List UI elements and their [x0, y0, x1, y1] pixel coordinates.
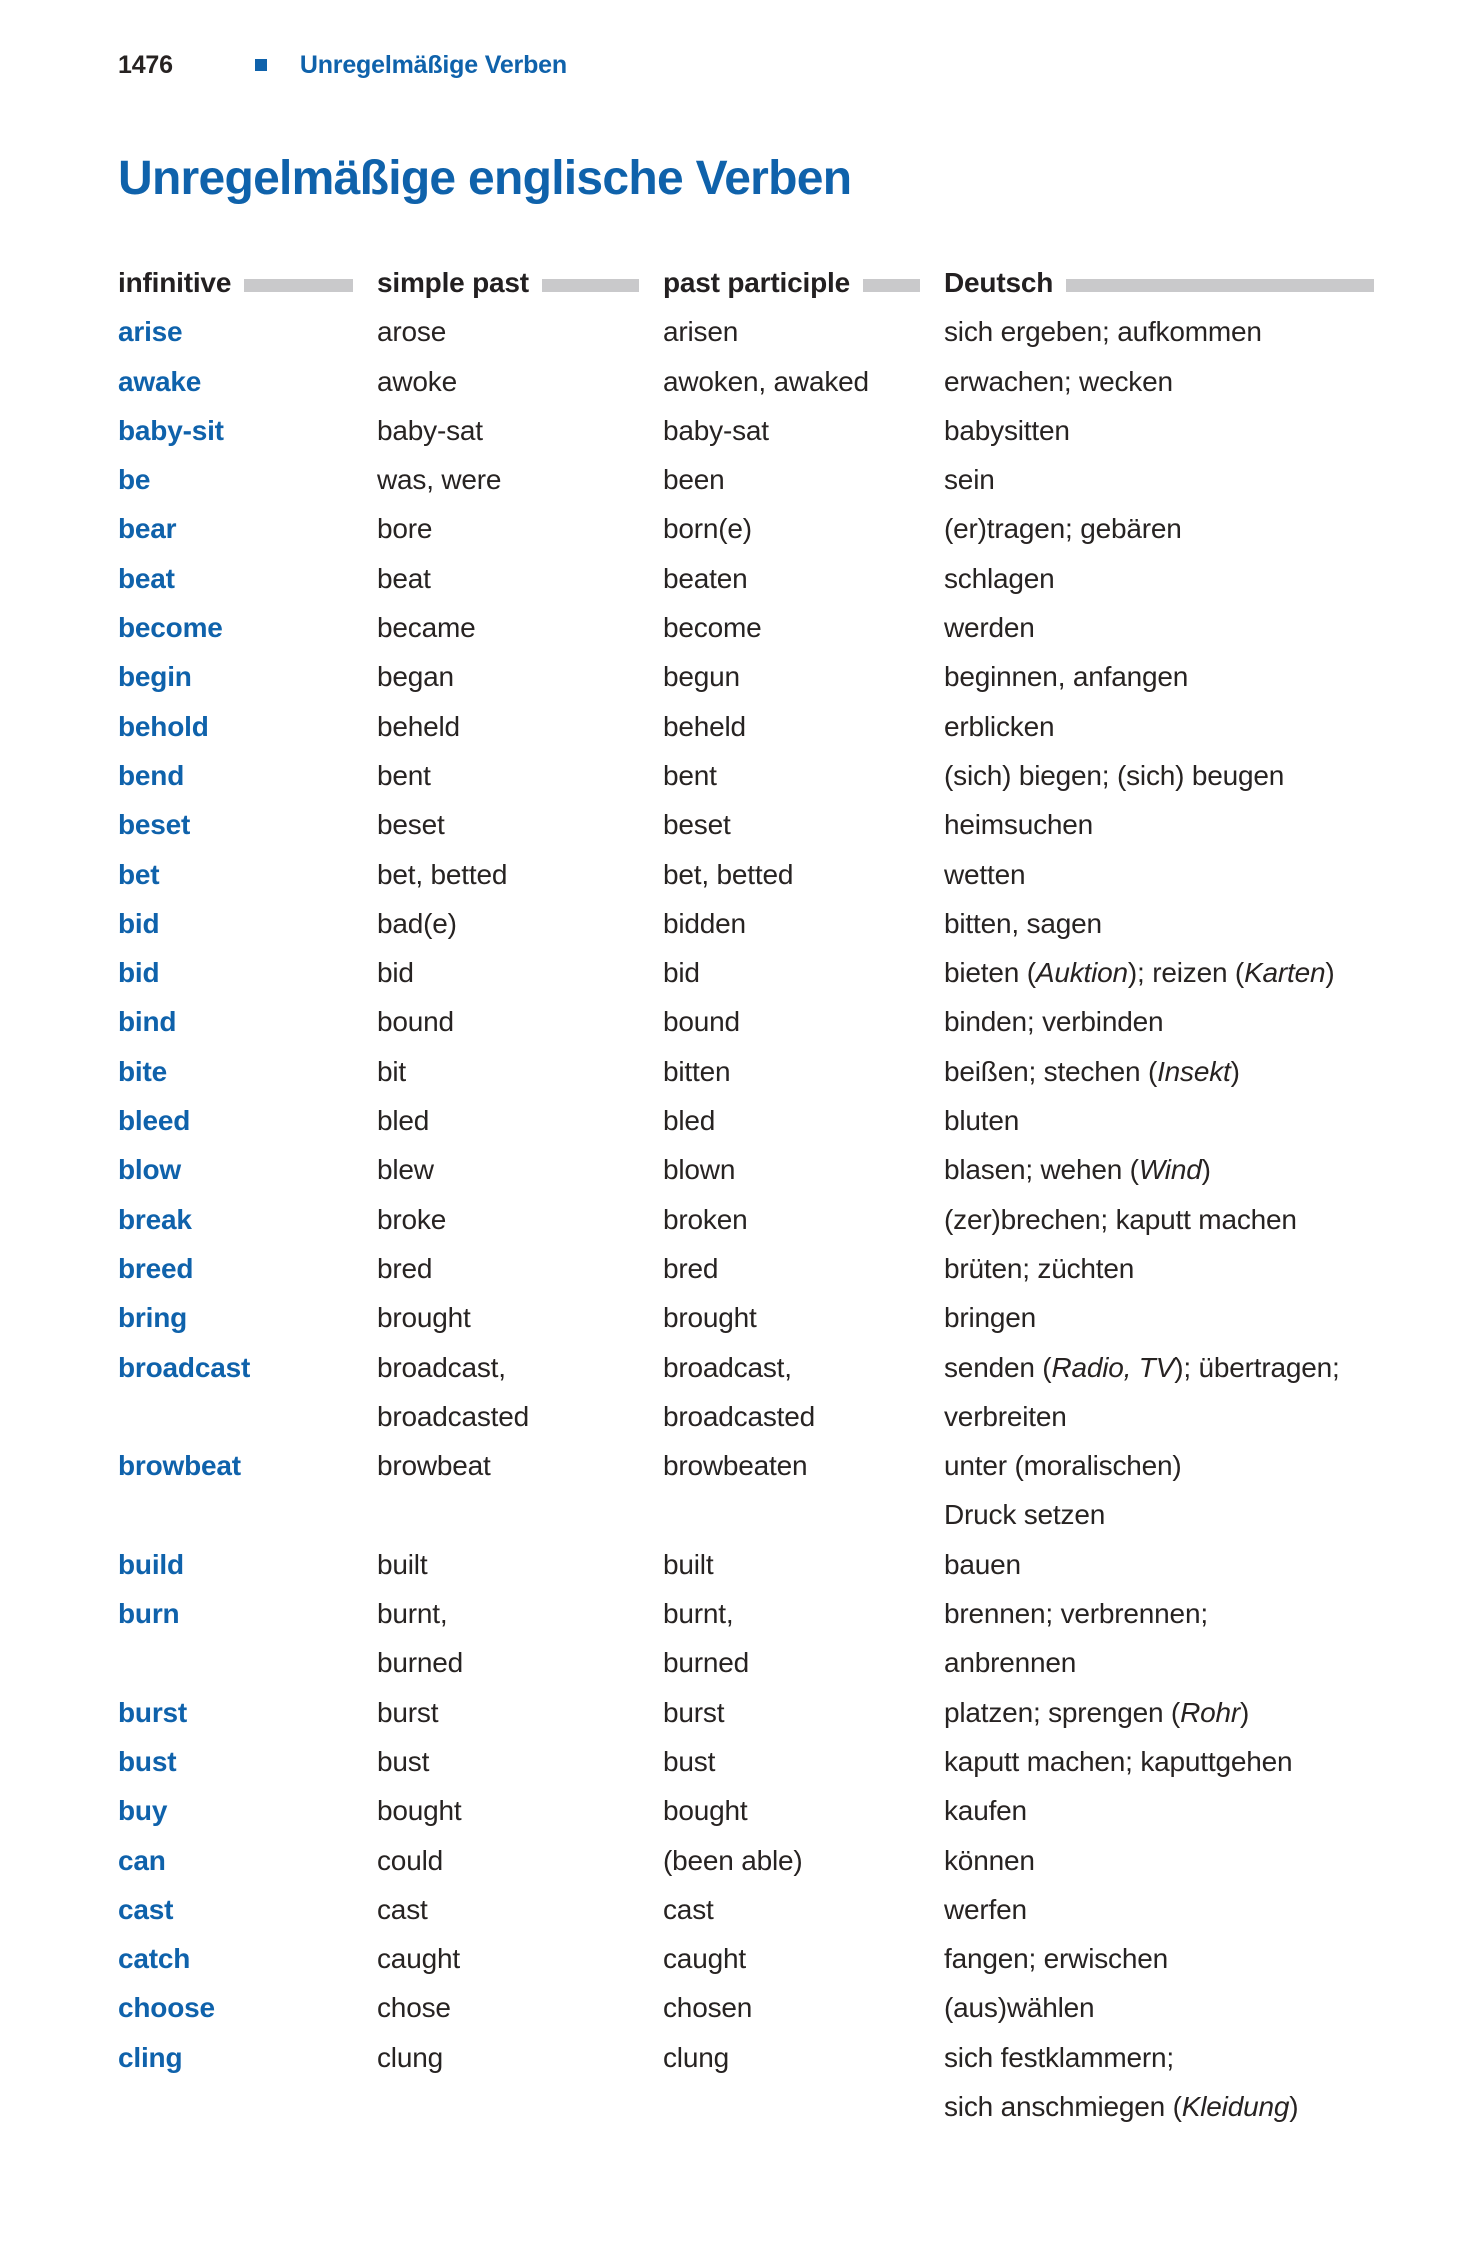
cell-simple-past: was, were [377, 464, 502, 496]
cell-deutsch: (er)tragen; gebären [944, 513, 1182, 545]
table-row [118, 1786, 1374, 1835]
cell-infinitive: bet [118, 858, 160, 890]
cell-deutsch: senden (Radio, TV); übertragen; verbreiten [944, 1351, 1340, 1432]
table-row [118, 1441, 1374, 1540]
table-row [118, 1540, 1374, 1589]
table-row [118, 1293, 1374, 1342]
cell-simple-past: baby-sat [377, 414, 483, 446]
cell-infinitive: behold [118, 710, 209, 742]
cell-infinitive: bite [118, 1055, 168, 1087]
cell-deutsch: schlagen [944, 562, 1055, 594]
cell-simple-past: burst [377, 1696, 439, 1728]
cell-deutsch: beißen; stechen (Insekt) [944, 1055, 1240, 1087]
cell-infinitive: bid [118, 957, 160, 989]
cell-past-participle: browbeaten [663, 1450, 808, 1482]
cell-simple-past: bred [377, 1252, 433, 1284]
table-row [118, 1589, 1374, 1688]
cell-simple-past: caught [377, 1943, 460, 1975]
table-row [118, 652, 1374, 701]
cell-deutsch: (aus)wählen [944, 1992, 1095, 2024]
cell-deutsch: (sich) biegen; (sich) beugen [944, 759, 1285, 791]
table-row [118, 455, 1374, 504]
cell-simple-past: bust [377, 1745, 430, 1777]
cell-infinitive: baby-sit [118, 414, 224, 446]
header-rule-bar [244, 279, 353, 292]
table-row [118, 2033, 1374, 2132]
cell-deutsch: heimsuchen [944, 809, 1094, 841]
cell-deutsch: sich ergeben; aufkommen [944, 316, 1262, 348]
cell-simple-past: brought [377, 1302, 471, 1334]
cell-past-participle: baby-sat [663, 414, 769, 446]
cell-infinitive: buy [118, 1795, 168, 1827]
cell-deutsch: bauen [944, 1548, 1021, 1580]
cell-past-participle: burnt, burned [663, 1598, 750, 1679]
verb-table-body [118, 307, 1374, 2131]
cell-infinitive: bid [118, 907, 160, 939]
cell-simple-past: bled [377, 1105, 430, 1137]
table-row [118, 702, 1374, 751]
table-row [118, 406, 1374, 455]
column-header-label: simple past [377, 267, 529, 298]
cell-deutsch: fangen; erwischen [944, 1943, 1168, 1975]
column-header-past-participle [663, 258, 944, 307]
cell-past-participle: beset [663, 809, 731, 841]
cell-infinitive: bind [118, 1006, 177, 1038]
cell-deutsch: beginnen, anfangen [944, 661, 1189, 693]
cell-deutsch: erblicken [944, 710, 1055, 742]
cell-simple-past: clung [377, 2041, 443, 2073]
table-row [118, 1836, 1374, 1885]
cell-past-participle: been [663, 464, 725, 496]
cell-simple-past: bound [377, 1006, 454, 1038]
cell-deutsch: bieten (Auktion); reizen (Karten) [944, 957, 1335, 989]
table-row [118, 504, 1374, 553]
cell-past-participle: clung [663, 2041, 729, 2073]
cell-past-participle: chosen [663, 1992, 753, 2024]
column-header-simple-past [377, 258, 663, 307]
table-row [118, 850, 1374, 899]
header-rule-bar [863, 279, 920, 292]
cell-simple-past: bent [377, 759, 431, 791]
cell-infinitive: choose [118, 1992, 215, 2024]
cell-infinitive: catch [118, 1943, 191, 1975]
cell-simple-past: bore [377, 513, 433, 545]
cell-simple-past: blew [377, 1154, 434, 1186]
cell-past-participle: cast [663, 1893, 714, 1925]
table-row [118, 1096, 1374, 1145]
cell-past-participle: burst [663, 1696, 725, 1728]
cell-infinitive: cast [118, 1893, 174, 1925]
table-row [118, 603, 1374, 652]
cell-past-participle: built [663, 1548, 714, 1580]
cell-simple-past: could [377, 1844, 443, 1876]
column-header-label: infinitive [118, 267, 232, 298]
cell-deutsch: erwachen; wecken [944, 365, 1173, 397]
cell-simple-past: became [377, 612, 476, 644]
cell-deutsch: blasen; wehen (Wind) [944, 1154, 1211, 1186]
cell-infinitive: breed [118, 1252, 194, 1284]
cell-deutsch: brüten; züchten [944, 1252, 1135, 1284]
cell-infinitive: burst [118, 1696, 188, 1728]
cell-infinitive: build [118, 1548, 184, 1580]
cell-simple-past: broke [377, 1203, 447, 1235]
cell-simple-past: built [377, 1548, 428, 1580]
cell-infinitive: beat [118, 562, 175, 594]
table-row [118, 1047, 1374, 1096]
cell-infinitive: awake [118, 365, 202, 397]
table-row [118, 1934, 1374, 1983]
cell-past-participle: blown [663, 1154, 736, 1186]
cell-past-participle: awoken, awaked [663, 365, 869, 397]
table-row [118, 800, 1374, 849]
cell-past-participle: brought [663, 1302, 757, 1334]
cell-infinitive: browbeat [118, 1450, 241, 1482]
cell-simple-past: chose [377, 1992, 451, 2024]
cell-deutsch: binden; verbinden [944, 1006, 1164, 1038]
cell-simple-past: began [377, 661, 454, 693]
table-row [118, 751, 1374, 800]
column-header-label: Deutsch [944, 267, 1054, 298]
cell-deutsch: brennen; verbrennen; anbrennen [944, 1598, 1208, 1679]
cell-deutsch: kaufen [944, 1795, 1027, 1827]
cell-simple-past: awoke [377, 365, 457, 397]
cell-deutsch: sich festklammern; sich anschmiegen (Kleidung) [944, 2041, 1299, 2122]
cell-past-participle: born(e) [663, 513, 752, 545]
cell-infinitive: cling [118, 2041, 183, 2073]
cell-deutsch: bringen [944, 1302, 1037, 1334]
cell-infinitive: can [118, 1844, 166, 1876]
cell-deutsch: platzen; sprengen (Rohr) [944, 1696, 1250, 1728]
cell-infinitive: beset [118, 809, 191, 841]
cell-simple-past: burnt, burned [377, 1598, 464, 1679]
table-row [118, 1195, 1374, 1244]
table-row [118, 1983, 1374, 2032]
cell-deutsch: werden [944, 612, 1035, 644]
cell-past-participle: bent [663, 759, 717, 791]
cell-infinitive: become [118, 612, 223, 644]
cell-past-participle: bought [663, 1795, 748, 1827]
cell-past-participle: become [663, 612, 762, 644]
table-row [118, 1145, 1374, 1194]
cell-past-participle: bound [663, 1006, 740, 1038]
table-row [118, 1244, 1374, 1293]
verb-table [118, 258, 1374, 2131]
section-bullet-icon [255, 59, 267, 71]
cell-infinitive: blow [118, 1154, 181, 1186]
table-row [118, 997, 1374, 1046]
cell-infinitive: bring [118, 1302, 188, 1334]
table-row [118, 1688, 1374, 1737]
cell-simple-past: beheld [377, 710, 460, 742]
cell-deutsch: werfen [944, 1893, 1027, 1925]
table-row [118, 948, 1374, 997]
cell-past-participle: bitten [663, 1055, 731, 1087]
cell-infinitive: begin [118, 661, 192, 693]
cell-past-participle: bet, betted [663, 858, 794, 890]
cell-infinitive: be [118, 464, 151, 496]
page-running-head [118, 50, 1374, 80]
cell-deutsch: (zer)brechen; kaputt machen [944, 1203, 1297, 1235]
cell-past-participle: arisen [663, 316, 739, 348]
table-row [118, 1885, 1374, 1934]
table-row [118, 307, 1374, 356]
cell-simple-past: beat [377, 562, 431, 594]
cell-past-participle: bust [663, 1745, 716, 1777]
cell-deutsch: bluten [944, 1105, 1020, 1137]
cell-deutsch: können [944, 1844, 1035, 1876]
cell-deutsch: bitten, sagen [944, 907, 1102, 939]
cell-deutsch: unter (moralischen) Druck setzen [944, 1450, 1182, 1531]
cell-simple-past: bought [377, 1795, 462, 1827]
table-row [118, 1737, 1374, 1786]
cell-infinitive: burn [118, 1598, 180, 1630]
cell-past-participle: begun [663, 661, 740, 693]
header-rule-bar [542, 279, 639, 292]
cell-past-participle: beaten [663, 562, 748, 594]
cell-simple-past: browbeat [377, 1450, 491, 1482]
column-header-deutsch [944, 258, 1374, 307]
cell-infinitive: arise [118, 316, 183, 348]
page-number: 1476 [118, 51, 173, 79]
cell-infinitive: broadcast [118, 1351, 251, 1383]
cell-past-participle: broadcast, broadcasted [663, 1351, 815, 1432]
cell-simple-past: beset [377, 809, 445, 841]
cell-deutsch: wetten [944, 858, 1026, 890]
cell-deutsch: kaputt machen; kaputtgehen [944, 1745, 1293, 1777]
cell-deutsch: babysitten [944, 414, 1070, 446]
column-header-infinitive [118, 258, 377, 307]
cell-infinitive: bend [118, 759, 185, 791]
table-row [118, 554, 1374, 603]
cell-simple-past: bid [377, 957, 414, 989]
cell-past-participle: caught [663, 1943, 746, 1975]
cell-simple-past: cast [377, 1893, 428, 1925]
cell-past-participle: (been able) [663, 1844, 803, 1876]
cell-past-participle: beheld [663, 710, 746, 742]
cell-infinitive: bleed [118, 1105, 191, 1137]
page-title: Unregelmäßige englische Verben [118, 152, 852, 205]
cell-simple-past: arose [377, 316, 447, 348]
cell-simple-past: bit [377, 1055, 406, 1087]
cell-simple-past: bad(e) [377, 907, 457, 939]
cell-infinitive: bust [118, 1745, 177, 1777]
cell-past-participle: bid [663, 957, 700, 989]
cell-past-participle: bled [663, 1105, 716, 1137]
cell-past-participle: bidden [663, 907, 746, 939]
cell-simple-past: bet, betted [377, 858, 508, 890]
cell-infinitive: break [118, 1203, 192, 1235]
cell-past-participle: bred [663, 1252, 719, 1284]
column-header-label: past participle [663, 267, 850, 298]
cell-infinitive: bear [118, 513, 177, 545]
table-header-row [118, 258, 1374, 307]
table-row [118, 357, 1374, 406]
cell-simple-past: broadcast, broadcasted [377, 1351, 529, 1432]
table-row [118, 1343, 1374, 1442]
header-rule-bar [1066, 279, 1374, 292]
table-row [118, 899, 1374, 948]
section-label: Unregelmäßige Verben [299, 51, 567, 79]
cell-deutsch: sein [944, 464, 995, 496]
cell-past-participle: broken [663, 1203, 748, 1235]
